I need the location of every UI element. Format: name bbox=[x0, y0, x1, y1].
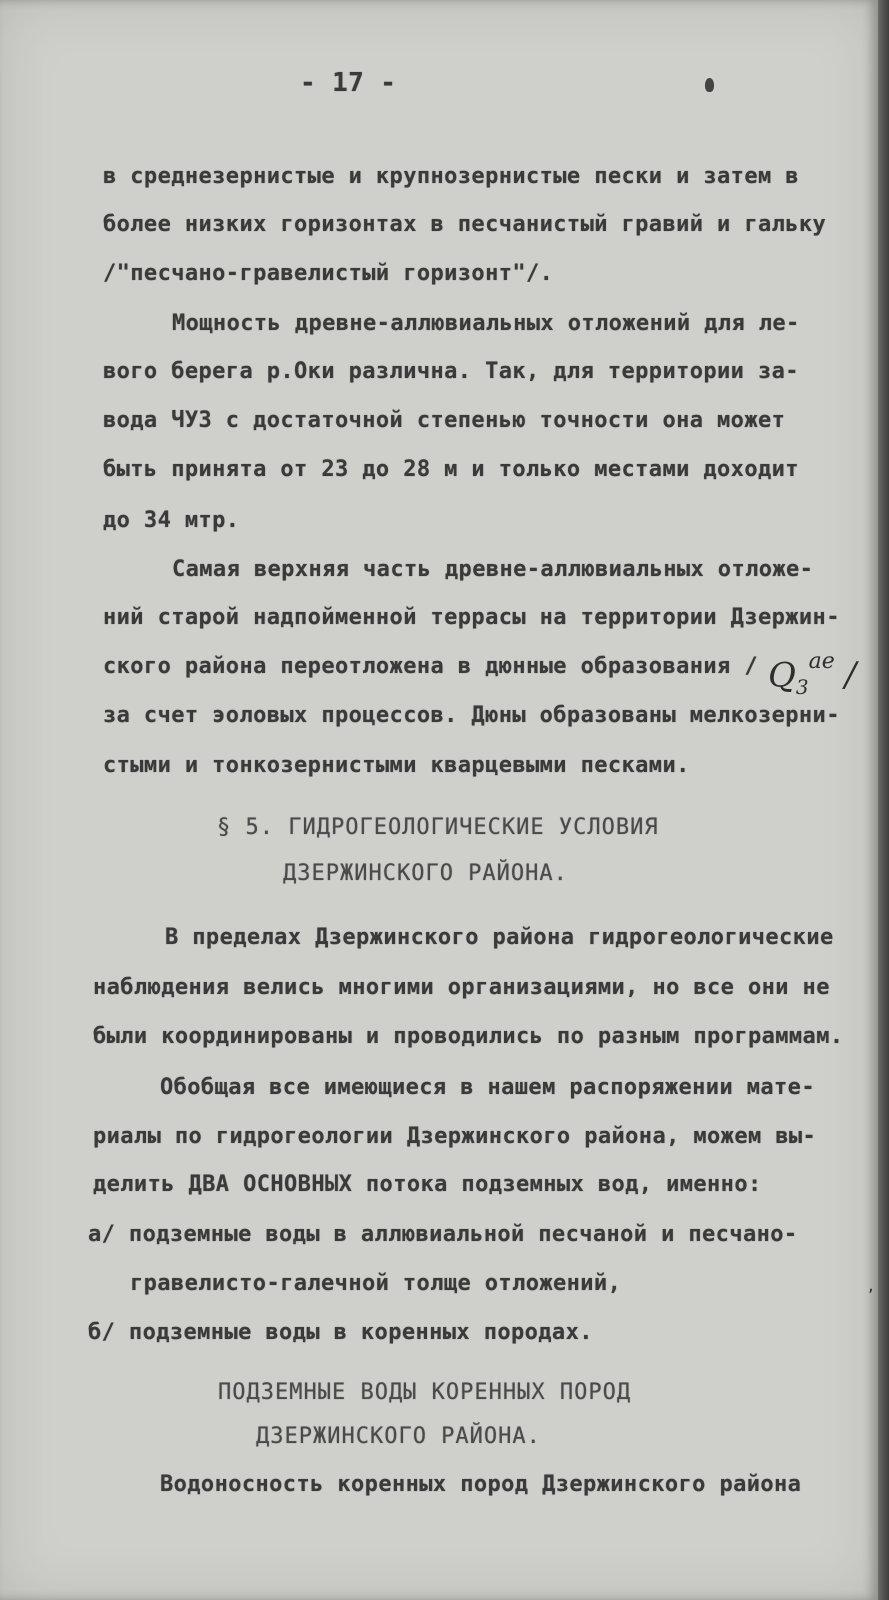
text-line: наблюдения велись многими организациями, но все они не bbox=[93, 975, 830, 1000]
ink-mark: , bbox=[868, 1275, 874, 1296]
text-line: делить ДВА ОСНОВНЫХ потока подземных вод, именно: bbox=[93, 1172, 762, 1197]
list-item: а/ подземные воды в аллювиальной песчаной и песчано- bbox=[88, 1222, 798, 1247]
subsection-heading: ДЗЕРЖИНСКОГО РАЙОНА. bbox=[256, 1424, 541, 1449]
section-heading: § 5. ГИДРОГЕОЛОГИЧЕСКИЕ УСЛОВИЯ bbox=[217, 815, 659, 840]
text-line: вого берега р.Оки различна. Так, для территории за- bbox=[103, 359, 799, 384]
page-edge bbox=[878, 0, 889, 1600]
page-number: - 17 - bbox=[300, 68, 397, 98]
text-line: ний старой надпойменной террасы на территории Дзержин- bbox=[103, 605, 840, 630]
annotation-symbol: Q bbox=[768, 655, 796, 696]
text-line: стыми и тонкозернистыми кварцевыми песками. bbox=[103, 753, 690, 778]
text-line: В пределах Дзержинского района гидрогеологические bbox=[165, 925, 834, 950]
text-line: быть принята от 23 до 28 м и только местами доходит bbox=[103, 457, 799, 482]
text-line: были координированы и проводились по разным программам. bbox=[93, 1024, 844, 1049]
annotation-superscript: ae bbox=[808, 649, 835, 674]
text-line: более низких горизонтах в песчанистый гравий и гальку bbox=[103, 212, 827, 237]
text-line: /"песчано-гравелистый горизонт"/. bbox=[103, 261, 554, 286]
text-line: риалы по гидрогеологии Дзержинского района, можем вы- bbox=[93, 1124, 817, 1149]
handwritten-annotation bbox=[768, 649, 857, 700]
text-line: за счет эоловых процессов. Дюны образованы мелкозерни- bbox=[103, 703, 840, 728]
text-line: в среднезернистые и крупнозернистые пески и затем в bbox=[103, 164, 799, 189]
ink-mark bbox=[705, 78, 714, 92]
subsection-heading: ПОДЗЕМНЫЕ ВОДЫ КОРЕННЫХ ПОРОД bbox=[218, 1380, 632, 1405]
annotation-subscript: 3 bbox=[795, 675, 809, 700]
section-heading: ДЗЕРЖИНСКОГО РАЙОНА. bbox=[283, 861, 568, 886]
text-line: Обобщая все имеющиеся в нашем распоряжении мате- bbox=[160, 1075, 815, 1100]
text-line: Мощность древне-аллювиальных отложений для ле- bbox=[172, 311, 800, 336]
text-line: Самая верхняя часть древне-аллювиальных отложе- bbox=[172, 557, 814, 582]
list-item: б/ подземные воды в коренных породах. bbox=[88, 1320, 593, 1345]
text-line: вода ЧУЗ с достаточной степенью точности она может bbox=[103, 408, 786, 433]
text-line: Водоносность коренных пород Дзержинского района bbox=[160, 1472, 802, 1497]
annotation-closing: / bbox=[844, 655, 857, 696]
list-item-continuation: гравелисто-галечной толще отложений, bbox=[130, 1271, 622, 1296]
text-line: до 34 мтр. bbox=[103, 508, 240, 533]
text-line: ского района переотложена в дюнные образования / bbox=[103, 654, 758, 679]
